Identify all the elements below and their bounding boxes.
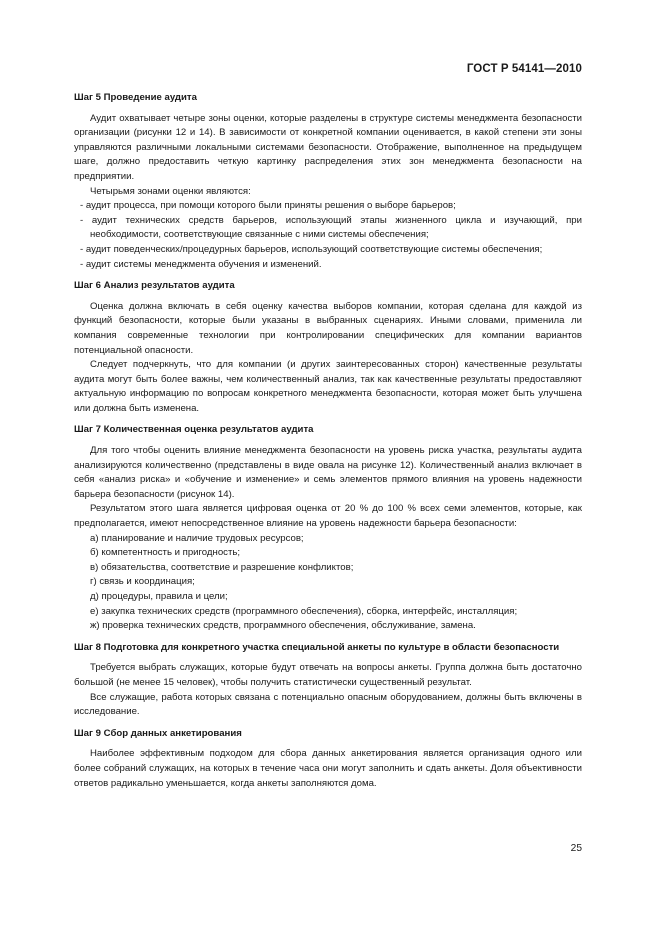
step6-heading: Шаг 6 Анализ результатов аудита: [74, 280, 235, 292]
step7-list-item: б) компетентность и пригодность;: [90, 547, 241, 559]
step5-paragraph-2: Четырьмя зонами оценки являются:: [90, 185, 251, 197]
step7-list-item: д) процедуры, правила и цели;: [90, 591, 228, 602]
step7-paragraph-1: Для того чтобы оценить влияние менеджмента безопасности на уровень риска участка, результаты аудита анализируются количественно (представлены в виде овала на рисунке 12). Количественный анализ включает в себя «анализ риска» и «обучение и изменение» и семь элементов прямого влияния на уровень надежности барьера безопасности (рисунок 14).: [74, 445, 582, 500]
step5-list-item: - аудит процесса, при помощи которого были приняты решения о выборе барьеров;: [80, 200, 456, 212]
step7-paragraph-2: Результатом этого шага является цифровая оценка от 20 % до 100 % всех семи элементов, которые, как предполагается, имеют непосредственное влияние на уровень надежности барьера безопасности:: [74, 503, 582, 530]
step9-paragraph-1: Наиболее эффективным подходом для сбора данных анкетирования является организация одного или более собраний служащих, на которых в течение часа они могут заполнить и сдать анкеты. Доля объективности ответов радикально уменьшается, когда анкеты заполняются дома.: [74, 748, 582, 789]
document-code: ГОСТ Р 54141—2010: [466, 63, 582, 75]
step6-paragraph-2: Следует подчеркнуть, что для компании (и других заинтересованных сторон) качественные результаты аудита могут быть более важны, чем количественный анализ, так как качественные результаты предоставляют актуальную информацию по вопросам конкретного менеджмента безопасности, которая может быть улучшена или должна быть изменена.: [74, 359, 582, 414]
step5-paragraph-1: Аудит охватывает четыре зоны оценки, которые разделены в структуре системы менеджмента безопасности организации (рисунки 12 и 14). В зависимости от конкретной компании оценивается, в какой степени эти зоны управляются различными локальными системами безопасности. Отображение, выполненное на предыдущем шаге, должно предоставить четкую картинку распределения этих зон менеджмента безопасности на предприятии.: [74, 112, 582, 182]
document-body: [74, 91, 582, 791]
step7-list-item: е) закупка технических средств (программного обеспечения), сборка, интерфейс, инсталляция;: [90, 605, 518, 617]
step9-heading: Шаг 9 Сбор данных анкетирования: [74, 727, 242, 739]
step5-list-item: - аудит технических средств барьеров, использующий этапы жизненного цикла и изучающий, при необходимости, соответствующие связанные с ними системы обеспечения;: [80, 214, 582, 241]
step8-paragraph-2: Все служащие, работа которых связана с потенциально опасным оборудованием, должны быть включены в исследование.: [74, 691, 582, 718]
step7-list-item: ж) проверка технических средств, программного обеспечения, обслуживание, замена.: [90, 620, 476, 632]
step5-list-item: - аудит поведенческих/процедурных барьеров, использующий соответствующие системы обеспечения;: [80, 243, 543, 255]
step7-heading: Шаг 7 Количественная оценка результатов аудита: [74, 424, 314, 436]
step5-heading: Шаг 5 Проведение аудита: [74, 92, 197, 103]
step7-list-item: в) обязательства, соответствие и разрешение конфликтов;: [90, 561, 354, 573]
step8-heading: Шаг 8 Подготовка для конкретного участка специальной анкеты по культуре в области безопасности: [74, 641, 560, 653]
step8-paragraph-1: Требуется выбрать служащих, которые будут отвечать на вопросы анкеты. Группа должна быть достаточно большой (не менее 15 человек), чтобы получить статистически существенный результат.: [74, 662, 582, 688]
step5-list-item: - аудит системы менеджмента обучения и изменений.: [80, 258, 322, 270]
step7-list-item: а) планирование и наличие трудовых ресурсов;: [90, 532, 304, 544]
page-number: 25: [570, 843, 582, 854]
step7-list-item: г) связь и координация;: [90, 576, 195, 588]
step6-paragraph-1: Оценка должна включать в себя оценку качества выборов компании, которая сделана для каждой из функций безопасности, которые были указаны в выбранных сценариях. Иными словами, применила ли компания современные технологии при контролировании специфических для компании вариантов потенциальной опасности.: [74, 300, 582, 356]
